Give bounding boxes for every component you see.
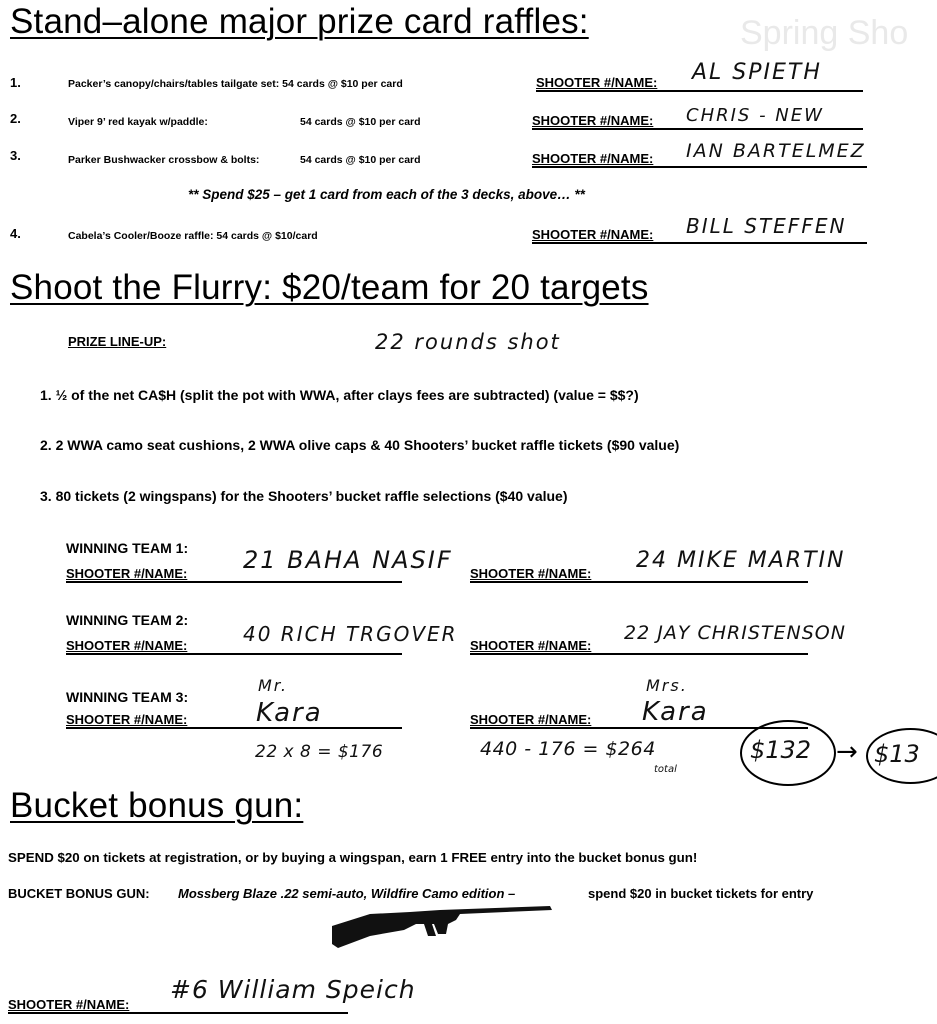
handwritten-calculation: 22 x 8 = $176 [255,742,384,762]
handwritten-calculation: 440 - 176 = $264 [480,738,656,760]
item-number: 1. [10,75,21,90]
raffle-description: Cabela’s Cooler/Booze raffle: 54 cards @ $10/card [68,230,318,242]
team-heading: WINNING TEAM 3: [66,689,189,705]
signature-line [470,653,808,655]
circled-amount [740,720,836,786]
signature-line [536,90,863,92]
handwritten-entry: BILL STEFFEN [686,214,847,238]
shooter-label: SHOOTER #/NAME: [66,638,188,653]
handwritten-entry: 21 BAHA NASIF [243,546,453,574]
shooter-label: SHOOTER #/NAME: [470,638,592,653]
handwritten-entry: #6 William Speich [170,975,416,1004]
team-heading: WINNING TEAM 2: [66,612,189,628]
shooter-label: SHOOTER #/NAME: [532,151,654,166]
prize-item: 2. 2 WWA camo seat cushions, 2 WWA olive caps & 40 Shooters’ bucket raffle tickets ($90 value) [40,437,680,453]
shooter-label: SHOOTER #/NAME: [536,75,658,90]
handwritten-prefix: Mr. [258,676,288,695]
spend-note: ** Spend $25 – get 1 card from each of the 3 decks, above… ** [188,187,585,202]
shooter-label: SHOOTER #/NAME: [532,113,654,128]
handwritten-entry: AL SPIETH [692,60,822,85]
shooter-label: SHOOTER #/NAME: [66,566,188,581]
handwritten-entry: 24 MIKE MARTIN [636,548,846,573]
handwritten-prefix: Mrs. [646,676,688,695]
handwritten-entry: Kara [256,698,323,728]
handwritten-entry: 22 JAY CHRISTENSON [624,622,846,644]
rifle-icon [330,900,555,952]
shooter-label: SHOOTER #/NAME: [470,566,592,581]
raffle-description: Packer’s canopy/chairs/tables tailgate set: 54 cards @ $10 per card [68,78,403,90]
shooter-label: SHOOTER #/NAME: [532,227,654,242]
handwritten-entry: CHRIS - NEW [686,105,824,126]
item-number: 2. [10,111,21,126]
handwritten-amount: $13 [874,740,920,768]
section-title-shoot-the-flurry: Shoot the Flurry: $20/team for 20 targets [10,268,649,307]
handwritten-entry: IAN BARTELMEZ [686,140,866,162]
prize-item: 1. ½ of the net CA$H (split the pot with WWA, after clays fees are subtracted) (value = $$?) [40,387,639,403]
shooter-label: SHOOTER #/NAME: [8,997,130,1012]
section-title-bucket-bonus-gun: Bucket bonus gun: [10,786,304,825]
signature-line [8,1012,348,1014]
team-heading: WINNING TEAM 1: [66,540,189,556]
gun-spend-note: spend $20 in bucket tickets for entry [588,886,814,901]
rounds-shot-note: 22 rounds shot [375,330,561,354]
bleed-through-title: Spring Sho [740,14,909,52]
signature-line [532,166,867,168]
handwritten-amount: $132 [750,736,812,764]
handwritten-entry: Kara [642,697,709,727]
signature-line [470,581,808,583]
gun-label: BUCKET BONUS GUN: [8,886,150,901]
signature-line [532,128,863,130]
prize-lineup-label: PRIZE LINE-UP: [68,334,167,349]
circled-amount [866,728,937,784]
raffle-detail: 54 cards @ $10 per card [300,116,421,128]
handwritten-total-note: total [654,764,677,775]
signature-line [66,653,402,655]
item-number: 4. [10,226,21,241]
shooter-label: SHOOTER #/NAME: [470,712,592,727]
handwritten-entry: 40 RICH TRGOVER [243,622,458,646]
section-title-card-raffles: Stand–alone major prize card raffles: [10,2,589,41]
arrow-icon: → [836,737,858,767]
gun-name: Mossberg Blaze .22 semi-auto, Wildfire Camo edition – [178,886,516,901]
spend-instructions: SPEND $20 on tickets at registration, or by buying a wingspan, earn 1 FREE entry into the bucket bonus gun! [8,850,698,865]
signature-line [532,242,867,244]
raffle-detail: 54 cards @ $10 per card [300,154,421,166]
raffle-description: Parker Bushwacker crossbow & bolts: [68,154,260,166]
prize-item: 3. 80 tickets (2 wingspans) for the Shooters’ bucket raffle selections ($40 value) [40,488,568,504]
raffle-description: Viper 9’ red kayak w/paddle: [68,116,208,128]
shooter-label: SHOOTER #/NAME: [66,712,188,727]
signature-line [66,727,402,729]
signature-line [66,581,402,583]
item-number: 3. [10,148,21,163]
